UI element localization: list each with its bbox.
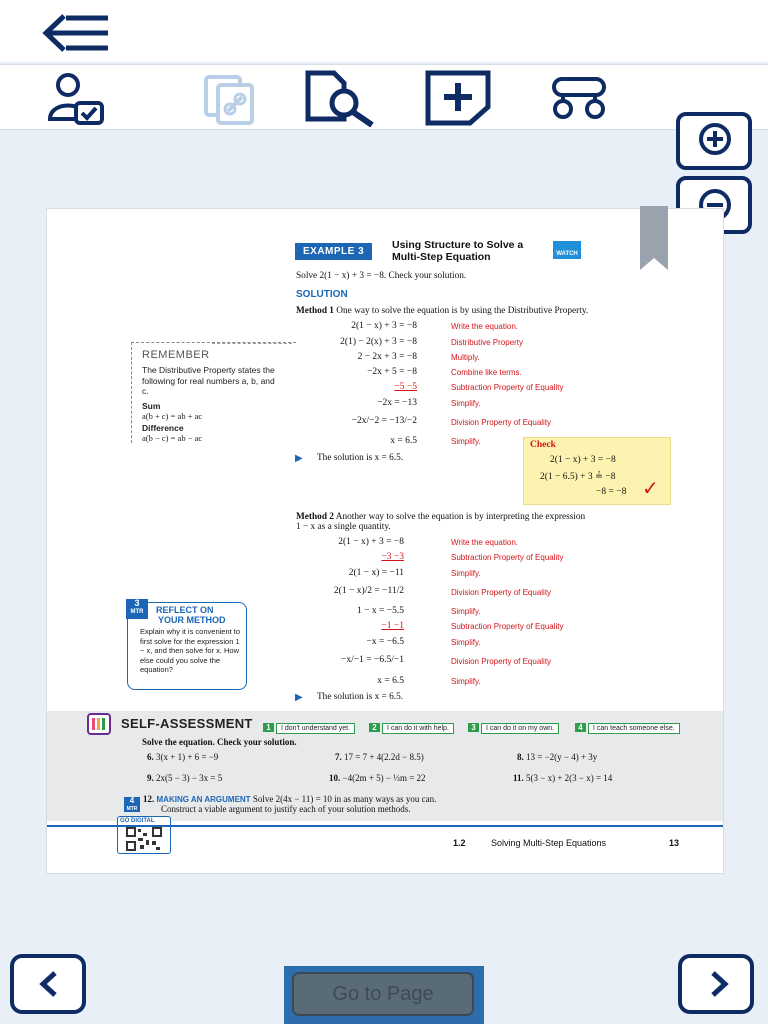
problem-number: 12.	[143, 794, 155, 804]
level-number: 2	[369, 723, 380, 732]
problem-equation: 3(x + 1) + 6 = −9	[156, 752, 219, 762]
method1-step-why: Multiply.	[451, 353, 480, 362]
example-title-line2: Multi-Step Equation	[392, 251, 491, 263]
method1-step-eq: −2x/−2 = −13/−2	[351, 416, 417, 426]
level-label: I can teach someone else.	[588, 723, 680, 734]
example-prompt: Solve 2(1 − x) + 3 = −8. Check your solution.	[296, 271, 467, 281]
method2-step-eq: 1 − x = −5.5	[357, 606, 404, 616]
reflect-title	[156, 605, 226, 625]
remember-connector	[212, 343, 292, 344]
method1-text: One way to solve the equation is by using the Distributive Property.	[336, 306, 589, 316]
problem-number: 11.	[513, 773, 524, 783]
result-arrow-icon: ▶	[295, 453, 303, 464]
self-assessment-title: SELF-ASSESSMENT	[121, 716, 253, 731]
method1-label: Method 1	[296, 306, 334, 316]
method1-step-why: Combine like terms.	[451, 368, 522, 377]
method2-step-why: Subtraction Property of Equality	[451, 553, 564, 562]
next-page-button[interactable]	[678, 954, 754, 1014]
method2-step-why: Simplify.	[451, 677, 481, 686]
remember-text: The Distributive Property states the following for real numbers a, b, and c.	[142, 365, 275, 396]
add-note-icon[interactable]	[424, 69, 494, 127]
mtr-badge	[126, 599, 148, 619]
method2-text: Another way to solve the equation is by interpreting the expression	[335, 512, 586, 522]
method1-step-why: Simplify.	[451, 437, 481, 446]
level-key-1	[263, 717, 355, 735]
method2-result: The solution is x = 6.5.	[317, 692, 404, 702]
remember-sum-label: Sum	[142, 401, 161, 411]
remember-diff-label: Difference	[142, 423, 184, 433]
solution-label: SOLUTION	[296, 289, 348, 300]
level-label: I can do it on my own.	[481, 723, 559, 734]
method2-step-eq: −1 −1	[381, 621, 404, 631]
previous-page-button[interactable]	[10, 954, 86, 1014]
method2-step-eq: −x = −6.5	[366, 637, 404, 647]
top-bar	[0, 0, 768, 62]
user-check-icon[interactable]	[46, 71, 108, 125]
method2-step-eq: 2(1 − x) + 3 = −8	[338, 537, 404, 547]
problem-number: 7.	[335, 752, 342, 762]
method2-step-why: Simplify.	[451, 607, 481, 616]
method2-step-eq: x = 6.5	[377, 676, 404, 686]
textbook-page	[46, 208, 724, 874]
watch-button[interactable]: WATCH	[553, 241, 581, 259]
check-line2: 2(1 − 6.5) + 3 ≟ −8	[540, 472, 616, 482]
page-footer-rule	[47, 825, 723, 827]
remember-heading: REMEMBER	[142, 349, 210, 361]
problem-equation: 5(3 − x) + 2(3 − x) = 14	[526, 773, 613, 783]
method2-step-eq: −x/−1 = −6.5/−1	[341, 655, 404, 665]
go-to-page-bar	[284, 966, 484, 1024]
method2-intro-2: 1 − x as a single quantity.	[296, 522, 391, 532]
reflect-title-line2: YOUR METHOD	[158, 615, 226, 625]
reflect-text: Explain why it is convenient to first solve for the expression 1 − x, and then solve for x. How else could you solve the equation?	[140, 627, 241, 674]
method1-step-why: Division Property of Equality	[451, 418, 552, 427]
footer-section: 1.2	[453, 838, 466, 848]
method1-result: The solution is x = 6.5.	[317, 453, 404, 463]
mtr-badge-label: MTR	[126, 806, 138, 812]
zoom-in-button[interactable]	[676, 112, 752, 170]
level-label: I can do it with help.	[382, 723, 454, 734]
self-assessment-icon[interactable]	[87, 713, 111, 735]
problem	[513, 773, 612, 783]
bookmark-ribbon[interactable]	[640, 206, 668, 258]
check-label: Check	[530, 440, 556, 450]
problem-number: 6.	[147, 752, 154, 762]
example-tag: EXAMPLE 3	[295, 243, 372, 260]
reflect-box	[127, 598, 247, 690]
zoom-in-icon	[698, 122, 732, 156]
chevron-left-icon	[38, 970, 60, 998]
method1-step-why: Simplify.	[451, 399, 481, 408]
problem-number: 10.	[329, 773, 341, 783]
mtr-badge-label: MTR	[130, 609, 144, 615]
method2-step-why: Simplify.	[451, 569, 481, 578]
method2-step-eq: 2(1 − x)/2 = −11/2	[333, 586, 404, 596]
self-assessment-instruction: Solve the equation. Check your solution.	[142, 737, 297, 747]
level-key-4	[575, 717, 680, 735]
check-line3: −8 = −8	[596, 487, 627, 497]
method1-intro	[296, 306, 588, 316]
method2-step-why: Simplify.	[451, 638, 481, 647]
level-number: 1	[263, 723, 274, 732]
go-to-page-button[interactable]: Go to Page	[292, 972, 474, 1016]
method1-step-why: Distributive Property	[451, 338, 524, 347]
problem	[335, 752, 424, 762]
go-digital-label: GO DIGITAL	[120, 818, 155, 824]
go-digital-box[interactable]	[117, 816, 171, 854]
method1-step-eq: 2(1) − 2(x) + 3 = −8	[340, 337, 417, 347]
reflect-title-line1: REFLECT ON	[156, 605, 214, 615]
method2-label: Method 2	[296, 512, 334, 522]
method2-step-why: Division Property of Equality	[451, 657, 552, 666]
problem-equation: 2x(5 − 3) − 3x = 5	[156, 773, 223, 783]
problem-12-text: Solve 2(4x − 11) = 10 in as many ways as you can.	[252, 794, 437, 804]
problem-equation: 13 = −2(y − 4) + 3y	[526, 752, 598, 762]
level-label: I don't understand yet.	[276, 723, 355, 734]
problem	[147, 773, 222, 783]
problem-number: 9.	[147, 773, 154, 783]
problem-number: 8.	[517, 752, 524, 762]
toolbar	[0, 64, 768, 130]
method1-step-why: Write the equation.	[451, 322, 519, 331]
footer-title: Solving Multi-Step Equations	[491, 838, 607, 848]
level-number: 3	[468, 723, 479, 732]
problem	[329, 773, 426, 783]
remember-diff-formula: a(b − c) = ab − ac	[142, 433, 203, 443]
document-search-icon[interactable]	[304, 69, 380, 127]
method2-intro	[296, 512, 585, 522]
copy-link-icon[interactable]	[202, 73, 256, 125]
remember-box	[131, 342, 296, 443]
method2-step-eq: −3 −3	[381, 552, 404, 562]
problem-12	[143, 794, 436, 804]
example-title	[392, 239, 523, 263]
method2-step-why: Subtraction Property of Equality	[451, 622, 564, 631]
check-line1: 2(1 − x) + 3 = −8	[550, 455, 616, 465]
method1-step-eq: −5 −5	[394, 382, 417, 392]
problem-12-label: MAKING AN ARGUMENT	[156, 795, 251, 804]
level-key-2	[369, 717, 454, 735]
method1-step-eq: −2x + 5 = −8	[367, 367, 417, 377]
problem	[517, 752, 597, 762]
problem-equation: −4(2m + 5) − ⅓m = 22	[342, 773, 426, 783]
problem	[147, 752, 218, 762]
method2-step-why: Division Property of Equality	[451, 588, 552, 597]
level-number: 4	[575, 723, 586, 732]
checkmark-icon: ✓	[642, 478, 659, 500]
mtr-badge-number: 4	[129, 796, 135, 805]
method1-step-eq: x = 6.5	[390, 436, 417, 446]
method2-step-why: Write the equation.	[451, 538, 519, 547]
method1-step-eq: 2(1 − x) + 3 = −8	[351, 321, 417, 331]
mtr-badge	[124, 797, 140, 812]
page-number: 13	[669, 838, 680, 848]
qr-code-icon	[126, 827, 162, 851]
mtr-badge-number: 3	[134, 598, 140, 608]
remember-sum-formula: a(b + c) = ab + ac	[142, 411, 203, 421]
toggle-buttons-icon[interactable]	[550, 75, 608, 121]
result-arrow-icon: ▶	[295, 692, 303, 703]
check-box	[523, 437, 671, 505]
method1-step-why: Subtraction Property of Equality	[451, 383, 564, 392]
method2-step-eq: 2(1 − x) = −11	[348, 568, 404, 578]
example-title-line1: Using Structure to Solve a	[392, 239, 524, 251]
problem-equation: 17 = 7 + 4(2.2d − 8.5)	[344, 752, 424, 762]
method1-step-eq: 2 − 2x + 3 = −8	[357, 352, 417, 362]
level-key-3	[468, 717, 559, 735]
method1-step-eq: −2x = −13	[377, 398, 417, 408]
back-arrow-menu-icon[interactable]	[40, 12, 112, 54]
problem-12-text-2: Construct a viable argument to justify each of your solution methods.	[161, 804, 411, 814]
chevron-right-icon	[708, 970, 730, 998]
